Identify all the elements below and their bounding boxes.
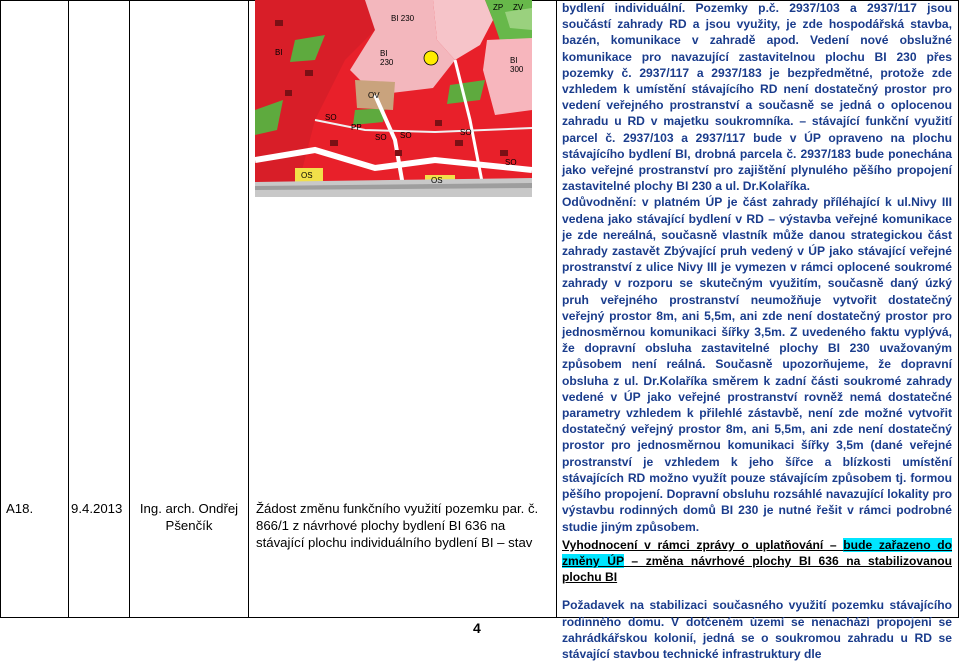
evaluation-result-suffix: – změna návrhové plochy BI 636 na stabilizovanou plochu BI xyxy=(562,553,952,585)
map-label: 230 xyxy=(380,58,394,67)
location-marker-icon xyxy=(424,51,438,65)
evaluation-column xyxy=(562,0,952,662)
map-label: OS xyxy=(301,171,313,180)
map-label: BI xyxy=(275,48,283,57)
col-border-3 xyxy=(248,0,249,617)
row-author: Ing. arch. Ondřej Pšenčík xyxy=(139,501,239,533)
map-label: 300 xyxy=(510,65,524,74)
evaluation-result-prefix: Vyhodnocení v rámci zprávy o uplatňování – xyxy=(562,537,844,552)
zoning-map xyxy=(255,0,532,197)
evaluation-paragraph-4: Požadavek na stabilizaci současného využití pozemku stávajícího rodinného domu. V dotčeném území se nenachází propojení se zahrádkářskou kolonií, jedná se o soukromou zahradu u RD se stávající stavbou technické infrastruktury dle xyxy=(562,598,952,661)
evaluation-paragraph-2: Odůvodnění: v platném ÚP je část zahrady příléhající k ul.Nivy III vedena jako stávající bydlení v RD – výstavba veřejné komunikace je zde nereálná, současně vlastník může danou strategickou část zahrady zastavět Zbývající pruh vedený v ÚP jako stávající veřejné prostranství z ulice Nivy III je vymezen v rámci oplocené soukromé zahrady v rozporu se skutečným využitím, současně daný úzký pruh veřejného prostranství neumožňuje vytvořit dostatečný veřejný prostor 8m, ani 5,5m, ani zde není dostatečný prostor pro jednosměrnou komunikaci šířky 3,5m. Z uvedeného faktu vyplývá, že dopravní obsluha zastavitelné plochy BI 230 uvažovaným způsobem není reálná. Současně upozorňujeme, že dopravní obsluha z ul. Dr.Kolaříka směrem k zadní části soukromé zahrady vedené v ÚP jako veřejné prostranství rovněž nemá dostatečné parametry vzhledem k přilehlé zástavbě, není zde možné vytvořit dostatečný veřejný prostor 8m, ani 5,5m, ani zde není dostatečný prostor pro jednosměrnou komunikaci šířky 3,5m (dané veřejné prostranství je vzhledem k jeho šířce a blízkosti umístění stávajících RD možno využít pouze stávajícím způsobem tj. formou pěšího propojení. Dopravní obsluhu rozsáhlé navazující lokality pro výstavbu rodinných domů BI 230 je nutné řešit v rámci podrobné studie jiným způsobem. xyxy=(562,195,952,534)
map-label: OV xyxy=(368,91,380,100)
map-label: BI 230 xyxy=(391,14,415,23)
col-border-2 xyxy=(129,0,130,617)
map-label: ZP xyxy=(493,3,504,12)
evaluation-paragraph-1: bydlení individuální. Pozemky p.č. 2937/103 a 2937/117 jsou součástí zahrady RD a jsou využity, je zde hospodářská stavba, bazén, komunikace v zahradě apod. Vedení nové obslužné komunikace pro navazující zastavitelnou plochu BI 230 přes pozemky č. 2937/117 a 2937/183 je bezpředmětné, protože zde vzhledem k umístění stávajícího RD není dostatečný prostor pro vedení veřejného prostranství a současně se jedná o oplocenou zahradu u RD v majetku soukromníka. – stávající funkční využití parcel č. 2937/103 a 2937/117 bude v ÚP opraveno na plochu stávajícího bydlení BI, drobná parcela č. 2937/183 bude ponechána jako veřejné prostranství pro zajištění plynulého pěšího propojení zastavitelné plochy BI 230 a ul. Dr.Kolaříka. xyxy=(562,1,952,194)
map-label: OS xyxy=(431,176,443,185)
map-label: SO xyxy=(375,133,387,142)
map-label: BI xyxy=(380,49,388,58)
col-border-1 xyxy=(68,0,69,617)
row-date: 9.4.2013 xyxy=(71,501,123,516)
map-label: BI xyxy=(510,56,518,65)
map-label: ZV xyxy=(513,3,524,12)
row-id: A18. xyxy=(6,501,34,516)
evaluation-result xyxy=(562,537,952,586)
col-border-4 xyxy=(556,0,557,617)
map-label: SO xyxy=(325,113,337,122)
page-number: 4 xyxy=(473,620,481,636)
map-label: PP xyxy=(351,123,362,132)
row-request: Žádost změnu funkčního využití pozemku par. č. 866/1 z návrhové plochy bydlení BI 636 na stávající plochu individuálního bydlení BI – stav xyxy=(256,501,539,550)
map-label: SO xyxy=(505,158,517,167)
map-label: SO xyxy=(460,128,472,137)
evaluation-result-highlight-1: bude zařazeno do xyxy=(843,537,953,552)
map-label: SO xyxy=(400,131,412,140)
evaluation-result-highlight-2: změny ÚP xyxy=(562,553,624,568)
col-border-0 xyxy=(0,0,1,617)
